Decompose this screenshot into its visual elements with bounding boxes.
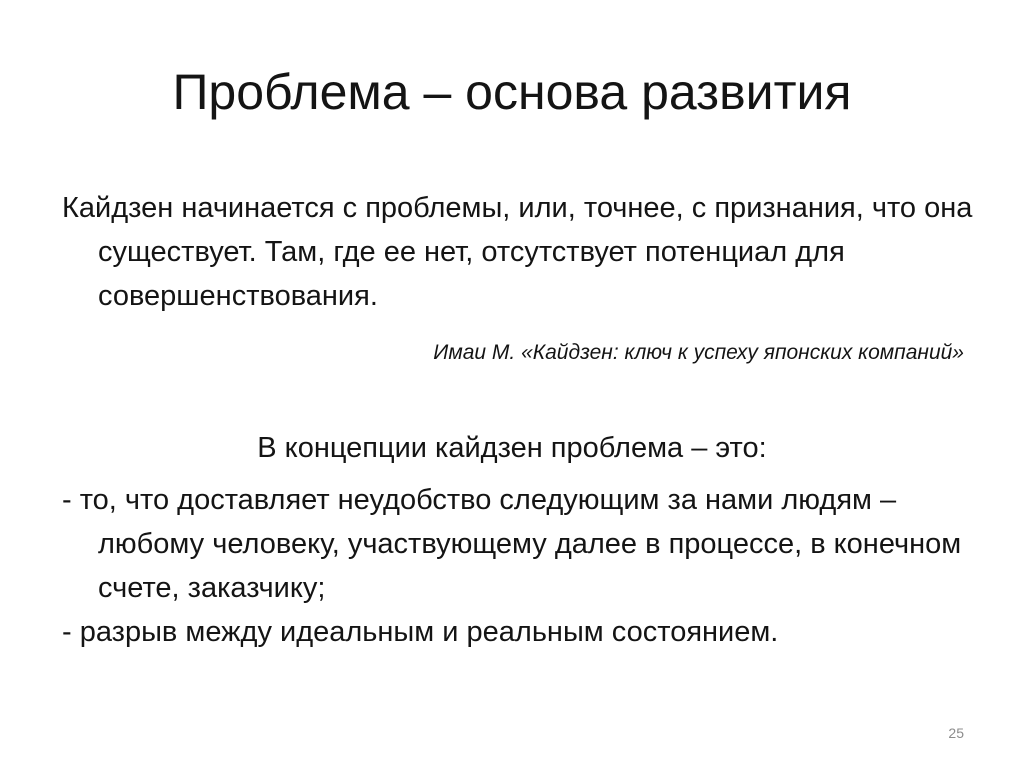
concept-heading: В концепции кайдзен проблема – это: bbox=[257, 432, 767, 464]
list-item: - то, что доставляет неудобство следующим за нами людям – любому человеку, участвующему далее в процессе, в конечном счете, заказчику; bbox=[62, 484, 962, 604]
page-number: 25 bbox=[948, 725, 964, 741]
slide-title: Проблема – основа развития bbox=[172, 64, 852, 120]
quote-text: Кайдзен начинается с проблемы, или, точнее, с признания, что она существует. Там, где ее нет, отсутствует потенциал для совершенствования. bbox=[62, 192, 973, 312]
quote-source: Имаи М. «Кайдзен: ключ к успеху японских компаний» bbox=[433, 341, 964, 364]
list-item: - разрыв между идеальным и реальным состоянием. bbox=[62, 616, 779, 648]
